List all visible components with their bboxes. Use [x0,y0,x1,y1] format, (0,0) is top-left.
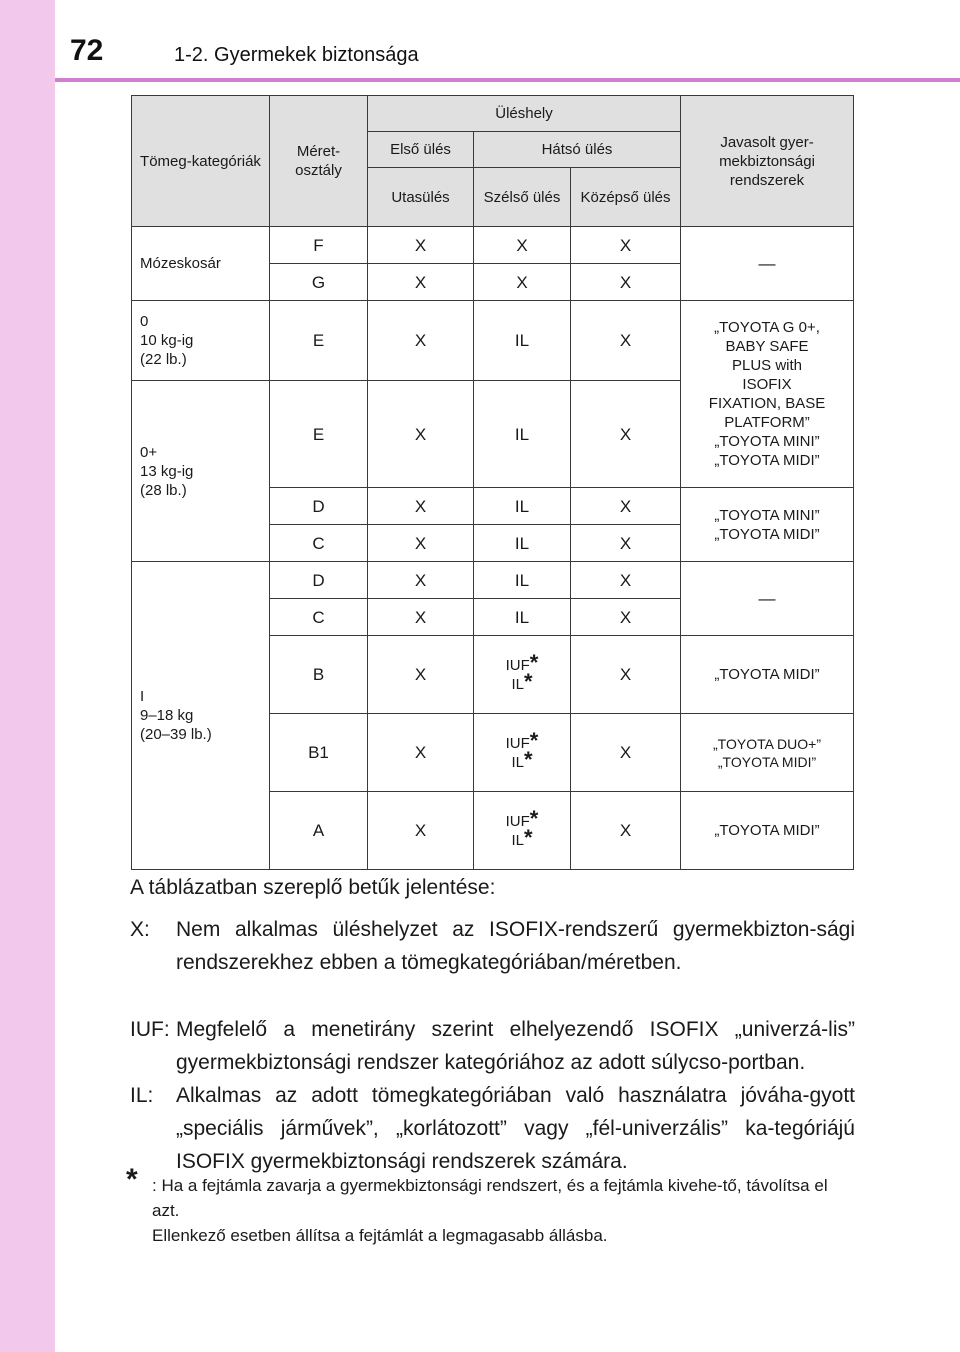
passenger-cell: X [368,562,474,599]
footnote-asterisk: * [126,1163,138,1196]
passenger-cell: X [368,714,474,792]
passenger-cell: X [368,381,474,488]
recommended-cell: „TOYOTA MIDI” [681,636,854,714]
outer-cell: IL [474,599,571,636]
header-middle-seat: Középső ülés [571,168,681,227]
size-cell: F [270,227,368,264]
legend-x [130,913,855,979]
header-front-seat: Első ülés [368,132,474,168]
outer-cell: IL [474,488,571,525]
middle-cell: X [571,562,681,599]
asterisk-mark: * [529,727,539,753]
legend-text: Megfelelő a menetirány szerint elhelyezendő ISOFIX „univerzá-lis” gyermekbiztonsági rendszer kategóriához az adott súlycso-portban. [176,1018,855,1074]
header-size-class: Méret-osztály [270,96,368,227]
outer-cell: IL [474,562,571,599]
recommended-cell: — [681,562,854,636]
outer-cell: IUF* IL* [474,714,571,792]
legend-text: Alkalmas az adott tömegkategóriában való használatra jóváha-gyott „speciális járművek”, „korlátozott” vagy „fél-univerzális” ka-tegóriájú ISOFIX gyermekbiztonsági rendszerek számára. [176,1084,855,1173]
recommended-cell: „TOYOTA MINI” „TOYOTA MIDI” [681,488,854,562]
header-recommended: Javasolt gyer-mekbiztonsági rendszerek [681,96,854,227]
middle-cell: X [571,636,681,714]
middle-cell: X [571,381,681,488]
size-cell: E [270,381,368,488]
outer-cell: IUF* IL* [474,792,571,870]
size-cell: E [270,301,368,381]
legend-title: A táblázatban szereplő betűk jelentése: [130,876,496,899]
group-0: 0 10 kg-ig (22 lb.) [132,301,270,381]
header-passenger-seat: Utasülés [368,168,474,227]
asterisk-mark: * [529,805,539,831]
outer-cell: X [474,227,571,264]
asterisk-mark: * [523,824,533,850]
size-cell: C [270,525,368,562]
group-I: I 9–18 kg (20–39 lb.) [132,562,270,870]
outer-cell: IUF* IL* [474,636,571,714]
group-0-plus: 0+ 13 kg-ig (28 lb.) [132,381,270,562]
outer-cell: IL [474,301,571,381]
passenger-cell: X [368,525,474,562]
legend-key: IUF: [130,1018,170,1041]
chapter-title: 1-2. Gyermekek biztonsága [174,44,419,66]
side-band [0,0,55,1352]
header-mass-category: Tömeg-kategóriák [132,96,270,227]
header-rule [55,78,960,82]
outer-cell: IL [474,381,571,488]
legend-key: IL: [130,1084,154,1107]
footnote-text-1: : Ha a fejtámla zavarja a gyermekbiztonsági rendszert, és a fejtámla kivehe-tő, távolítsa el azt. [152,1176,828,1220]
legend-iuf [130,1013,855,1079]
size-cell: B [270,636,368,714]
middle-cell: X [571,525,681,562]
passenger-cell: X [368,636,474,714]
recommended-cell: „TOYOTA G 0+, BABY SAFE PLUS with ISOFIX FIXATION, BASE PLATFORM” „TOYOTA MINI” „TOYOTA MIDI” [681,301,854,488]
middle-cell: X [571,714,681,792]
header-seat-position: Üléshely [368,96,681,132]
asterisk-mark: * [523,746,533,772]
footnote-text-2: Ellenkező esetben állítsa a fejtámlát a legmagasabb állásba. [152,1226,608,1245]
outer-cell: X [474,264,571,301]
passenger-cell: X [368,792,474,870]
middle-cell: X [571,227,681,264]
size-cell: D [270,488,368,525]
header-outer-seat: Szélső ülés [474,168,571,227]
size-cell: B1 [270,714,368,792]
footnote [126,1163,855,1248]
middle-cell: X [571,264,681,301]
size-cell: C [270,599,368,636]
passenger-cell: X [368,227,474,264]
asterisk-mark: * [523,668,533,694]
recommended-cell: „TOYOTA MIDI” [681,792,854,870]
passenger-cell: X [368,301,474,381]
middle-cell: X [571,488,681,525]
page-number: 72 [70,34,104,67]
middle-cell: X [571,792,681,870]
outer-cell: IL [474,525,571,562]
passenger-cell: X [368,264,474,301]
child-seat-table [131,95,854,870]
legend-il [130,1079,855,1178]
asterisk-mark: * [529,649,539,675]
middle-cell: X [571,301,681,381]
passenger-cell: X [368,599,474,636]
recommended-cell: „TOYOTA DUO+” „TOYOTA MIDI” [681,714,854,792]
middle-cell: X [571,599,681,636]
recommended-cell: — [681,227,854,301]
legend-key: X: [130,918,150,941]
size-cell: A [270,792,368,870]
size-cell: G [270,264,368,301]
header-rear-seat: Hátsó ülés [474,132,681,168]
passenger-cell: X [368,488,474,525]
size-cell: D [270,562,368,599]
group-carrycot: Mózeskosár [132,227,270,301]
legend-text: Nem alkalmas üléshelyzet az ISOFIX-rendszerű gyermekbizton-sági rendszerekhez ebben a tömegkategóriában/méretben. [176,918,855,974]
